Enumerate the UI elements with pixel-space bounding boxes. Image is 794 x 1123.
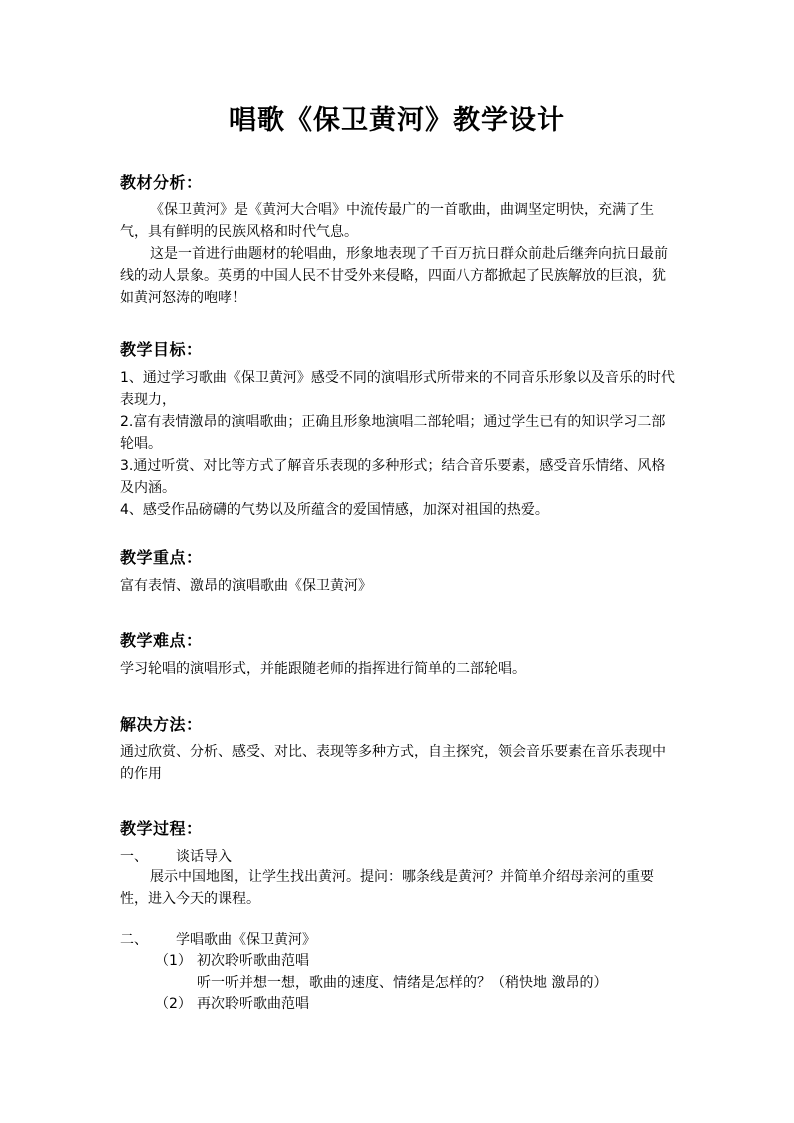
goal-item-4: 4、感受作品磅礴的气势以及所蕴含的爱国情感，加深对祖国的热爱。 — [120, 502, 549, 518]
goals-heading: 教学目标： — [120, 340, 203, 359]
key-points-text: 富有表情、激昂的演唱歌曲《保卫黄河》 — [120, 578, 372, 594]
step1-title: 谈话导入 — [176, 849, 232, 865]
methods-heading: 解决方法： — [120, 715, 203, 734]
goal-item-2: 2.富有表情激昂的演唱歌曲；正确且形象地演唱二部轮唱；通过学生已有的知识学习二部轮唱。 — [120, 414, 666, 452]
difficulties-heading: 教学难点： — [120, 631, 203, 650]
step2-sub1-title: 初次聆听歌曲范唱 — [197, 953, 309, 969]
step2-sub2-number: （2） — [155, 996, 192, 1012]
step1-text: 展示中国地图，让学生找出黄河。提问：哪条线是黄河？并简单介绍母亲河的重要性，进入今天的课程。 — [120, 869, 654, 907]
goal-item-3: 3.通过听赏、对比等方式了解音乐表现的多种形式；结合音乐要素，感受音乐情绪、风格及内涵。 — [120, 458, 666, 496]
step2-title: 学唱歌曲《保卫黄河》 — [176, 932, 316, 948]
step2-sub2-title: 再次聆听歌曲范唱 — [197, 996, 309, 1012]
methods-text: 通过欣赏、分析、感受、对比、表现等多种方式，自主探究，领会音乐要素在音乐表现中的作用 — [120, 744, 666, 782]
analysis-heading: 教材分析： — [120, 173, 203, 192]
difficulties-text: 学习轮唱的演唱形式，并能跟随老师的指挥进行简单的二部轮唱。 — [120, 661, 526, 677]
step1-number: 一、 — [120, 849, 148, 865]
step2-sub1-number: （1） — [155, 953, 192, 969]
document-title: 唱歌《保卫黄河》教学设计 — [229, 105, 565, 136]
step2-number: 二、 — [120, 932, 148, 948]
step2-sub1-detail: 听一听并想一想，歌曲的速度、情绪是怎样的？（稍快地 激昂的） — [197, 975, 608, 991]
analysis-paragraph-2: 这是一首进行曲题材的轮唱曲，形象地表现了千百万抗日群众前赴后继奔向抗日最前线的动人景象。英勇的中国人民不甘受外来侵略，四面八方都掀起了民族解放的巨浪，犹如黄河怒涛的咆哮！ — [120, 246, 668, 306]
key-points-heading: 教学重点： — [120, 548, 203, 567]
goal-item-1: 1、通过学习歌曲《保卫黄河》感受不同的演唱形式所带来的不同音乐形象以及音乐的时代表现力， — [120, 370, 675, 408]
analysis-paragraph-1: 《保卫黄河》是《黄河大合唱》中流传最广的一首歌曲，曲调坚定明快，充满了生气，具有鲜明的民族风格和时代气息。 — [120, 202, 654, 240]
process-heading: 教学过程： — [120, 819, 203, 838]
